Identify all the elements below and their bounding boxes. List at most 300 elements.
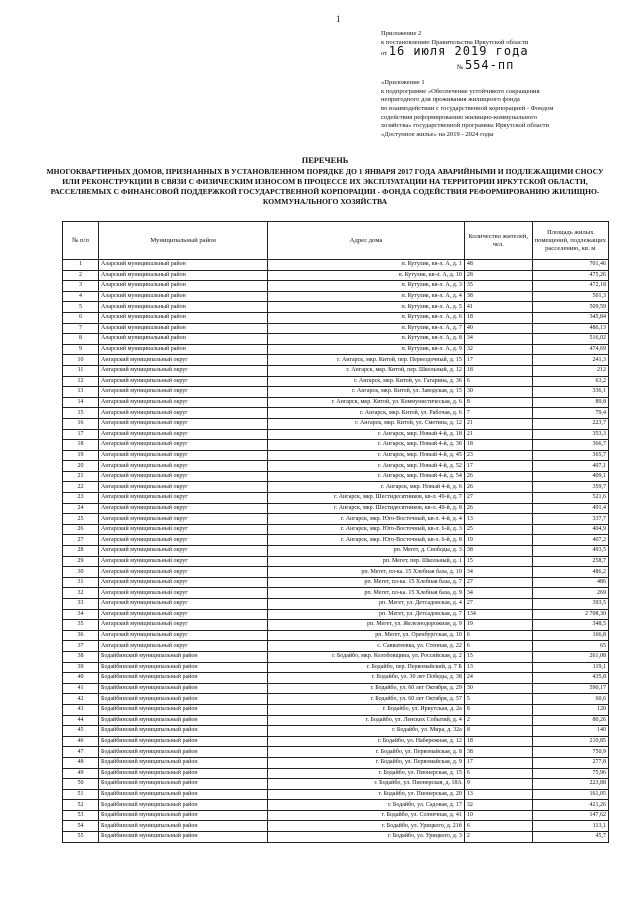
appendix-line: непригодного для проживания жилищного фонда [381,96,520,104]
houses-table [62,221,609,843]
row-number-cell: 14 [63,397,99,408]
district-cell: Бодайбинский муниципальный район [99,810,268,821]
district-cell: Ангарский муниципальный округ [99,514,268,525]
residents-cell: 40 [464,323,532,334]
area-cell: 501,3 [532,291,608,302]
table-row [63,408,609,419]
row-number-cell: 6 [63,312,99,323]
address-cell: г. Бодайбо, ул. Иркутская, д. 2а [268,704,465,715]
address-cell: г. Бодайбо, ул. Пионерская, д. 15 [268,768,465,779]
district-cell: Бодайбинский муниципальный район [99,651,268,662]
row-number-cell: 17 [63,429,99,440]
residents-cell: 26 [464,503,532,514]
address-cell: г. Ангарск, мкр. Китой, ул. Коммунистическая, д. 6 [268,397,465,408]
address-cell: г. Ангарск, мкр. Китой, пер. Школьный, д. 12 [268,365,465,376]
district-cell: Аларский муниципальный район [99,291,268,302]
residents-cell: 38 [464,291,532,302]
residents-cell: 7 [464,408,532,419]
address-cell: с. Савватеевка, ул. Степная, д. 22 [268,641,465,652]
address-cell: п. Кутулик, кв-л. А, д. 5 [268,302,465,313]
residents-cell: 13 [464,662,532,673]
appendix-block [381,30,631,139]
document-title [40,156,610,207]
table-row [63,577,609,588]
appendix-number-row [381,58,631,79]
area-cell: 366,7 [532,440,608,451]
district-cell: Бодайбинский муниципальный район [99,800,268,811]
residents-cell: 27 [464,577,532,588]
district-cell: Ангарский муниципальный округ [99,461,268,472]
district-cell: Бодайбинский муниципальный район [99,662,268,673]
residents-cell: 26 [464,471,532,482]
date-prefix: от [381,50,388,58]
table-row [63,567,609,578]
row-number-cell: 4 [63,291,99,302]
address-cell: п. Кутулик, кв-л. А, д. 8 [268,334,465,345]
residents-cell: 27 [464,493,532,504]
residents-cell: 38 [464,546,532,557]
district-cell: Ангарский муниципальный округ [99,620,268,631]
table-row [63,747,609,758]
residents-cell: 32 [464,800,532,811]
district-cell: Ангарский муниципальный округ [99,609,268,620]
appendix-line: во взаимодействии с государственной корпорацией - Фондом [381,104,554,112]
table-row [63,768,609,779]
row-number-cell: 52 [63,800,99,811]
address-cell: г. Ангарск, мкр. Шестидесятников, кв-л. 49-й, д. 7 [268,493,465,504]
row-number-cell: 39 [63,662,99,673]
address-cell: г. Ангарск, мкр. Юго-Восточный, кв-л. 6-й, д. 8 [268,535,465,546]
address-cell: г. Ангарск, мкр. Юго-Восточный, кв-л. 6-й, д. 3 [268,524,465,535]
table-row [63,376,609,387]
district-cell: Аларский муниципальный район [99,260,268,271]
residents-cell: 34 [464,334,532,345]
area-cell: 210,85 [532,736,608,747]
area-cell: 223,88 [532,779,608,790]
address-cell: г. Ангарск, мкр. Шестидесятников, кв-л. 49-й, д. 8 [268,503,465,514]
district-cell: Аларский муниципальный район [99,323,268,334]
residents-cell: 13 [464,789,532,800]
table-row [63,821,609,832]
residents-cell: 15 [464,651,532,662]
table-row [63,514,609,525]
address-cell: п. Кутулик, кв-л. А, д. 3 [268,281,465,292]
district-cell: Бодайбинский муниципальный район [99,832,268,843]
area-cell: 258,7 [532,556,608,567]
table-header-row [63,222,609,260]
residents-cell: 6 [464,376,532,387]
row-number-cell: 44 [63,715,99,726]
area-cell: 493,5 [532,546,608,557]
residents-cell: 19 [464,620,532,631]
address-cell: п. Кутулик, кв-л. А, д. 10 [268,270,465,281]
address-cell: рп. Мегет, ул. Железнодорожная, д. 9 [268,620,465,631]
district-cell: Бодайбинский муниципальный район [99,715,268,726]
table-row [63,365,609,376]
area-cell: 345,84 [532,312,608,323]
residents-cell: 24 [464,673,532,684]
area-cell: 474,69 [532,344,608,355]
district-cell: Бодайбинский муниципальный район [99,694,268,705]
area-cell: 336,1 [532,387,608,398]
address-cell: г. Бодайбо, ул. Набережная, д. 12 [268,736,465,747]
row-number-cell: 42 [63,694,99,705]
area-cell: 491,4 [532,503,608,514]
row-number-cell: 31 [63,577,99,588]
row-number-cell: 12 [63,376,99,387]
residents-cell: 25 [464,524,532,535]
address-cell: рп. Мегет, пл-ка. 15 Хлебная база, д. 7 [268,577,465,588]
area-cell: 348,5 [532,620,608,631]
district-cell: Бодайбинский муниципальный район [99,747,268,758]
area-cell: 435,8 [532,673,608,684]
address-cell: рп. Мегет, ул. Оренбургская, д. 10 [268,630,465,641]
table-row [63,471,609,482]
district-cell: Ангарский муниципальный округ [99,387,268,398]
residents-cell: 5 [464,694,532,705]
address-cell: г. Ангарск, мкр. Новый 4-й, д. 6 [268,482,465,493]
residents-cell: 8 [464,397,532,408]
residents-cell: 18 [464,440,532,451]
row-number-cell: 20 [63,461,99,472]
residents-cell: 17 [464,757,532,768]
table-row [63,683,609,694]
area-cell: 63,2 [532,376,608,387]
residents-cell: 15 [464,556,532,567]
row-number-cell: 49 [63,768,99,779]
table-row [63,429,609,440]
table-row [63,609,609,620]
residents-cell: 13 [464,514,532,525]
district-cell: Ангарский муниципальный округ [99,630,268,641]
area-cell: 65 [532,641,608,652]
district-cell: Ангарский муниципальный округ [99,365,268,376]
address-cell: г. Бодайбо, ул. Урицкого, д. 21б [268,821,465,832]
area-cell: 75,96 [532,768,608,779]
district-cell: Аларский муниципальный район [99,281,268,292]
handwritten-number: 554-пп [464,58,515,73]
area-cell: 89,8 [532,397,608,408]
residents-cell: 34 [464,567,532,578]
residents-cell: 30 [464,683,532,694]
row-number-cell: 45 [63,726,99,737]
table-row [63,651,609,662]
address-cell: г. Ангарск, мкр. Китой, пер. Переездочный, д. 15 [268,355,465,366]
table-row [63,312,609,323]
row-number-cell: 51 [63,789,99,800]
district-cell: Ангарский муниципальный округ [99,546,268,557]
residents-cell: 134 [464,609,532,620]
district-cell: Ангарский муниципальный округ [99,429,268,440]
row-number-cell: 34 [63,609,99,620]
table-row [63,599,609,610]
row-number-cell: 2 [63,270,99,281]
area-cell: 409,1 [532,471,608,482]
page-number: 1 [336,14,341,24]
table-row [63,546,609,557]
residents-cell: 23 [464,450,532,461]
row-number-cell: 22 [63,482,99,493]
address-cell: г. Ангарск, мкр. Новый 4-й, д. 18 [268,429,465,440]
district-cell: Аларский муниципальный район [99,334,268,345]
residents-cell: 18 [464,736,532,747]
row-number-cell: 15 [63,408,99,419]
district-cell: Ангарский муниципальный округ [99,408,268,419]
residents-cell: 6 [464,821,532,832]
row-number-cell: 13 [63,387,99,398]
residents-cell: 32 [464,344,532,355]
area-cell: 269 [532,588,608,599]
row-number-cell: 30 [63,567,99,578]
area-cell: 79,4 [532,408,608,419]
table-row [63,715,609,726]
row-number-cell: 18 [63,440,99,451]
row-number-cell: 10 [63,355,99,366]
district-cell: Ангарский муниципальный округ [99,641,268,652]
table-row [63,482,609,493]
district-cell: Ангарский муниципальный округ [99,567,268,578]
district-cell: Ангарский муниципальный округ [99,577,268,588]
district-cell: Ангарский муниципальный округ [99,397,268,408]
address-cell: п. Кутулик, кв-л. А, д. 7 [268,323,465,334]
residents-cell: 26 [464,482,532,493]
table-row [63,588,609,599]
area-cell: 212 [532,365,608,376]
table-row [63,736,609,747]
row-number-cell: 46 [63,736,99,747]
district-cell: Бодайбинский муниципальный район [99,704,268,715]
residents-cell: 8 [464,704,532,715]
table-row [63,726,609,737]
residents-cell: 27 [464,599,532,610]
row-number-cell: 25 [63,514,99,525]
residents-cell: 10 [464,810,532,821]
area-cell: 365,7 [532,450,608,461]
row-number-cell: 53 [63,810,99,821]
table-row [63,493,609,504]
table-row [63,641,609,652]
table-row [63,556,609,567]
area-cell: 166,8 [532,630,608,641]
row-number-cell: 9 [63,344,99,355]
area-cell: 407,2 [532,535,608,546]
area-cell: 119,1 [532,662,608,673]
appendix-line: к постановлению Правительства Иркутской области [381,38,529,46]
table-row [63,461,609,472]
residents-cell: 21 [464,429,532,440]
row-number-cell: 47 [63,747,99,758]
address-cell: п. Кутулик, кв-л. А, д. 4 [268,291,465,302]
row-number-cell: 55 [63,832,99,843]
table-row [63,800,609,811]
area-cell: 60,6 [532,694,608,705]
residents-cell: 38 [464,747,532,758]
appendix-line: Приложение 2 [381,30,422,37]
address-cell: г. Бодайбо, мкр. Колобовщина, ул. Российская, д. 2 [268,651,465,662]
area-cell: 393,5 [532,599,608,610]
residents-cell: 41 [464,302,532,313]
area-cell: 161,05 [532,789,608,800]
table-body [63,260,609,843]
header-cell: № п/п [63,222,99,260]
area-cell: 277,8 [532,757,608,768]
row-number-cell: 54 [63,821,99,832]
district-cell: Ангарский муниципальный округ [99,588,268,599]
row-number-cell: 16 [63,418,99,429]
address-cell: г. Ангарск, мкр. Китой, ул. Гагарина, д. 36 [268,376,465,387]
address-cell: г. Бодайбо, ул. Первомайская, д. 9 [268,757,465,768]
table-row [63,620,609,631]
district-cell: Бодайбинский муниципальный район [99,821,268,832]
row-number-cell: 26 [63,524,99,535]
row-number-cell: 3 [63,281,99,292]
appendix-line: «Доступное жилье» на 2019 - 2024 годы [381,130,494,138]
address-cell: п. Кутулик, кв-л. А, д. 6 [268,312,465,323]
residents-cell: 35 [464,281,532,292]
table-row [63,832,609,843]
area-cell: 509,59 [532,302,608,313]
address-cell: г. Ангарск, мкр. Юго-Восточный, кв-л. 4-й, д. 4 [268,514,465,525]
row-number-cell: 37 [63,641,99,652]
area-cell: 486,13 [532,323,608,334]
area-cell: 140 [532,726,608,737]
address-cell: п. Кутулик, кв-л. А, д. 1 [268,260,465,271]
address-cell: г. Ангарск, мкр. Новый 4-й, д. 52 [268,461,465,472]
table-row [63,694,609,705]
table-row [63,503,609,514]
table-row [63,662,609,673]
area-cell: 337,7 [532,514,608,525]
table-row [63,418,609,429]
handwritten-date: 16 июля 2019 года [388,44,529,59]
district-cell: Ангарский муниципальный округ [99,599,268,610]
header-cell: Площадь жилых помещений, подлежащих расселению, кв. м [532,222,608,260]
district-cell: Ангарский муниципальный округ [99,524,268,535]
district-cell: Ангарский муниципальный округ [99,376,268,387]
address-cell: г. Бодайбо, ул. Садовая, д. 17 [268,800,465,811]
district-cell: Аларский муниципальный район [99,302,268,313]
area-cell: 404,9 [532,524,608,535]
address-cell: г. Бодайбо, ул. Урицкого, д. 3 [268,832,465,843]
district-cell: Аларский муниципальный район [99,312,268,323]
number-prefix: № [457,64,464,72]
title-heading: ПЕРЕЧЕНЬ [301,156,349,165]
district-cell: Бодайбинский муниципальный район [99,673,268,684]
area-cell: 486 [532,577,608,588]
table-row [63,704,609,715]
table-row [63,535,609,546]
residents-cell: 2 [464,832,532,843]
area-cell: 472,18 [532,281,608,292]
area-cell: 521,6 [532,493,608,504]
district-cell: Бодайбинский муниципальный район [99,736,268,747]
table-row [63,673,609,684]
row-number-cell: 29 [63,556,99,567]
address-cell: г. Бодайбо, ул. 60 лет Октября, д. 29 [268,683,465,694]
table-row [63,334,609,345]
row-number-cell: 28 [63,546,99,557]
address-cell: г. Ангарск, мкр. Новый 4-й, д. 36 [268,440,465,451]
area-cell: 750,9 [532,747,608,758]
address-cell: г. Бодайбо, пер. Первомайский, д. 7 Б [268,662,465,673]
row-number-cell: 23 [63,493,99,504]
area-cell: 261,08 [532,651,608,662]
address-cell: г. Бодайбо, ул. Пионерская, д. 20 [268,789,465,800]
area-cell: 241,3 [532,355,608,366]
row-number-cell: 38 [63,651,99,662]
header-cell: Количество жителей, чел. [464,222,532,260]
row-number-cell: 43 [63,704,99,715]
table-row [63,344,609,355]
area-cell: 223,7 [532,418,608,429]
appendix-line: «Приложение 1 [381,79,425,87]
table-row [63,355,609,366]
residents-cell: 9 [464,779,532,790]
district-cell: Бодайбинский муниципальный район [99,789,268,800]
table-row [63,291,609,302]
address-cell: рп. Мегет, пер. Школьный, д. 1 [268,556,465,567]
district-cell: Бодайбинский муниципальный район [99,683,268,694]
table-row [63,779,609,790]
row-number-cell: 5 [63,302,99,313]
address-cell: г. Ангарск, мкр. Новый 4-й, д. 54 [268,471,465,482]
address-cell: г. Бодайбо, ул. Солнечная, д. 41 [268,810,465,821]
district-cell: Ангарский муниципальный округ [99,440,268,451]
table-row [63,302,609,313]
residents-cell: 8 [464,726,532,737]
residents-cell: 48 [464,260,532,271]
appendix-line: к подпрограмме «Обеспечение устойчивого сокращения [381,87,540,95]
table-row [63,810,609,821]
residents-cell: 17 [464,355,532,366]
row-number-cell: 41 [63,683,99,694]
area-cell: 147,62 [532,810,608,821]
area-cell: 120 [532,704,608,715]
district-cell: Аларский муниципальный район [99,270,268,281]
area-cell: 516,02 [532,334,608,345]
district-cell: Ангарский муниципальный округ [99,535,268,546]
residents-cell: 34 [464,588,532,599]
table-row [63,387,609,398]
row-number-cell: 11 [63,365,99,376]
address-cell: г. Ангарск, мкр. Новый 4-й, д. 45 [268,450,465,461]
residents-cell: 30 [464,387,532,398]
address-cell: г. Ангарск, мкр. Китой, ул. Рабочая, д. 6 [268,408,465,419]
district-cell: Ангарский муниципальный округ [99,556,268,567]
residents-cell: 6 [464,768,532,779]
residents-cell: 6 [464,630,532,641]
address-cell: рп. Мегет, пл-ка. 15 Хлебная база, д. 10 [268,567,465,578]
row-number-cell: 8 [63,334,99,345]
district-cell: Ангарский муниципальный округ [99,503,268,514]
area-cell: 486,2 [532,567,608,578]
district-cell: Ангарский муниципальный округ [99,355,268,366]
area-cell: 353,3 [532,429,608,440]
table-row [63,270,609,281]
table-row [63,281,609,292]
district-cell: Ангарский муниципальный округ [99,482,268,493]
address-cell: г. Бодайбо, ул. Пионерская, д. 18А [268,779,465,790]
district-cell: Ангарский муниципальный округ [99,418,268,429]
area-cell: 590,17 [532,683,608,694]
area-cell: 407,1 [532,461,608,472]
district-cell: Бодайбинский муниципальный район [99,757,268,768]
row-number-cell: 40 [63,673,99,684]
address-cell: г. Бодайбо, ул. 30 лет Победы, д. 38 [268,673,465,684]
title-body: МНОГОКВАРТИРНЫХ ДОМОВ, ПРИЗНАННЫХ В УСТАНОВЛЕННОМ ПОРЯДКЕ ДО 1 ЯНВАРЯ 2017 ГОДА АВАРИЙНЫМИ И ПОДЛЕЖАЩИМИ СНОСУ ИЛИ РЕКОНСТРУКЦИИ В СВЯЗИ С ФИЗИЧЕСКИМ ИЗНОСОМ В ПРОЦЕССЕ ИХ ЭКСПЛУАТАЦИИ НА ТЕРРИТОРИИ ИРКУТСКОЙ ОБЛАСТИ, РАССЕЛЯЕМЫХ С ФИНАНСОВОЙ ПОДДЕРЖКОЙ ГОСУДАРСТВЕННОЙ КОРПОРАЦИИ - ФОНДА СОДЕЙСТВИЯ РЕФОРМИРОВАНИЮ ЖИЛИЩНО-КОММУНАЛЬНОГО ХОЗЯЙСТВА [46,167,604,206]
address-cell: рп. Мегет, пл-ка. 15 Хлебная база, д. 9 [268,588,465,599]
table-row [63,630,609,641]
